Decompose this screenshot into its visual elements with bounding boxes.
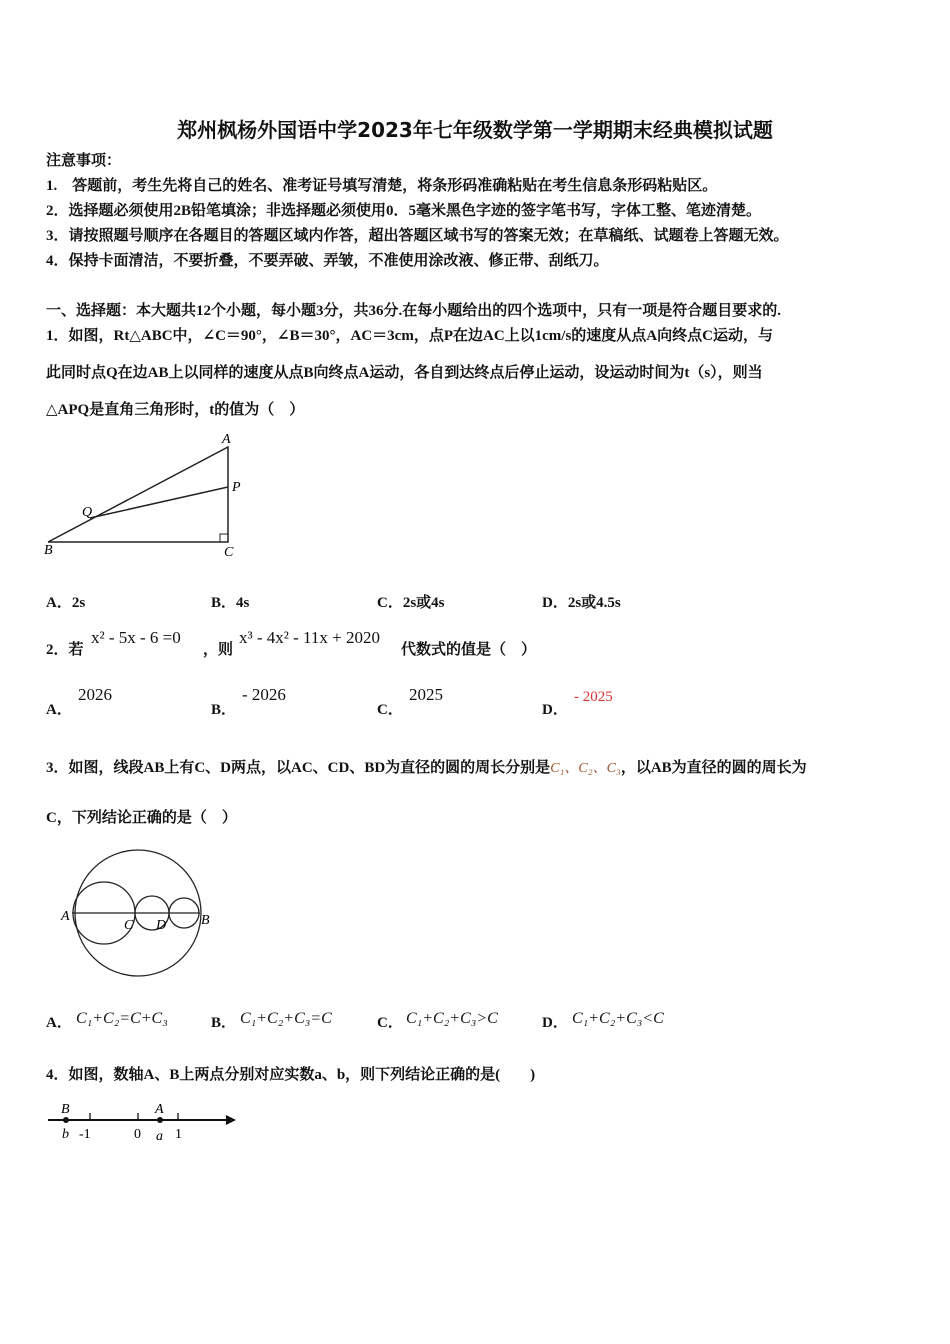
- q1-text: 1．如图，Rt△ABC中，∠C＝90°，∠B＝30°，AC＝3cm，点P在边AC上以1cm/s的速度从点A向终点C运动，与: [46, 328, 773, 344]
- q3-text: C，下列结论正确的是（ ）: [46, 810, 237, 826]
- label-D: D: [156, 918, 167, 933]
- label-P: P: [232, 480, 241, 495]
- notice-item: 1. 答题前，考生先将自己的姓名、准考证号填写清楚，将条形码准确粘贴在考生信息条形码粘贴区。: [46, 178, 718, 194]
- q1-text: △APQ是直角三角形时，t的值为（ ）: [46, 402, 305, 418]
- notice-item: 3．请按照题号顺序在各题目的答题区域内作答，超出答题区域书写的答案无效；在草稿纸、试题卷上答题无效。: [46, 228, 789, 244]
- q3-option-d-letter: D．: [542, 1015, 568, 1031]
- q2-expression: x³ - 4x² - 11x + 2020: [239, 628, 380, 647]
- label-A: A: [61, 909, 70, 924]
- q3-option-c-value: C₁+C₂+C₃>C: [406, 1010, 498, 1027]
- notice-item: 2．选择题必须使用2B铅笔填涂；非选择题必须使用0．5毫米黑色字迹的签字笔书写，字体工整、笔迹清楚。: [46, 203, 762, 219]
- q3-option-b-letter: B．: [211, 1015, 237, 1031]
- label-C: C: [224, 545, 234, 560]
- q2-option-b-letter: B．: [211, 702, 237, 718]
- section-heading: 一、选择题：本大题共12个小题，每小题3分，共36分.在每小题给出的四个选项中，只有一项是符合题目要求的.: [46, 303, 782, 319]
- q2-prefix: 2．若: [46, 642, 84, 658]
- q1-option-b: B．4s: [211, 595, 250, 611]
- q2-option-c-value: 2025: [409, 685, 443, 704]
- label-B: B: [44, 543, 53, 558]
- label-B: B: [201, 913, 210, 928]
- q2-equation: x² - 5x - 6 =0: [91, 628, 181, 647]
- q3-option-b-value: C₁+C₂+C₃=C: [240, 1010, 332, 1027]
- q2-option-d-letter: D．: [542, 702, 568, 718]
- q3-option-d-value: C₁+C₂+C₃<C: [572, 1010, 664, 1027]
- q3-option-c-letter: C．: [377, 1015, 403, 1031]
- tick-minus-1: -1: [79, 1127, 91, 1142]
- tick-0: 0: [134, 1127, 141, 1142]
- label-a: a: [156, 1129, 163, 1144]
- q2-option-c-letter: C．: [377, 702, 403, 718]
- q2-option-b-value: - 2026: [242, 685, 286, 704]
- q3-text-part: ，以AB为直径的圆的周长为: [620, 760, 807, 776]
- label-A: A: [222, 432, 231, 447]
- label-B: B: [61, 1102, 70, 1117]
- q2-option-a-letter: A．: [46, 702, 72, 718]
- q3-text-part: 3．如图，线段AB上有C、D两点，以AC、CD、BD为直径的圆的周长分别是: [46, 760, 551, 776]
- q2-suffix: 代数式的值是（ ）: [401, 642, 537, 658]
- q4-text: 4．如图，数轴A、B上两点分别对应实数a、b，则下列结论正确的是( ): [46, 1067, 536, 1083]
- notice-item: 4．保持卡面清洁，不要折叠，不要弄破、弄皱，不准使用涂改液、修正带、刮纸刀。: [46, 253, 609, 269]
- q3-option-a-value: C₁+C₂=C+C₃: [76, 1010, 168, 1027]
- q1-text: 此同时点Q在边AB上以同样的速度从点B向终点A运动，各自到达终点后停止运动，设运动时间为t（s），则当: [46, 365, 763, 381]
- q1-option-d: D．2s或4.5s: [542, 595, 621, 611]
- q2-mid: ，则: [203, 642, 234, 658]
- page-title: 郑州枫杨外国语中学2023年七年级数学第一学期期末经典模拟试题: [177, 118, 773, 142]
- q3-circumferences: C₁、C₂、C₃: [550, 761, 621, 776]
- label-b: b: [62, 1127, 69, 1142]
- notice-heading: 注意事项：: [46, 153, 122, 169]
- q2-option-a-value: 2026: [78, 685, 112, 704]
- q2-option-d-value: - 2025: [574, 689, 613, 705]
- q1-option-a: A．2s: [46, 595, 86, 611]
- q3-option-a-letter: A．: [46, 1015, 72, 1031]
- q1-option-c: C．2s或4s: [377, 595, 445, 611]
- label-Q: Q: [82, 505, 93, 520]
- label-A: A: [155, 1102, 164, 1117]
- tick-1: 1: [175, 1127, 182, 1142]
- label-C: C: [124, 918, 134, 933]
- q3-text: [46, 759, 807, 778]
